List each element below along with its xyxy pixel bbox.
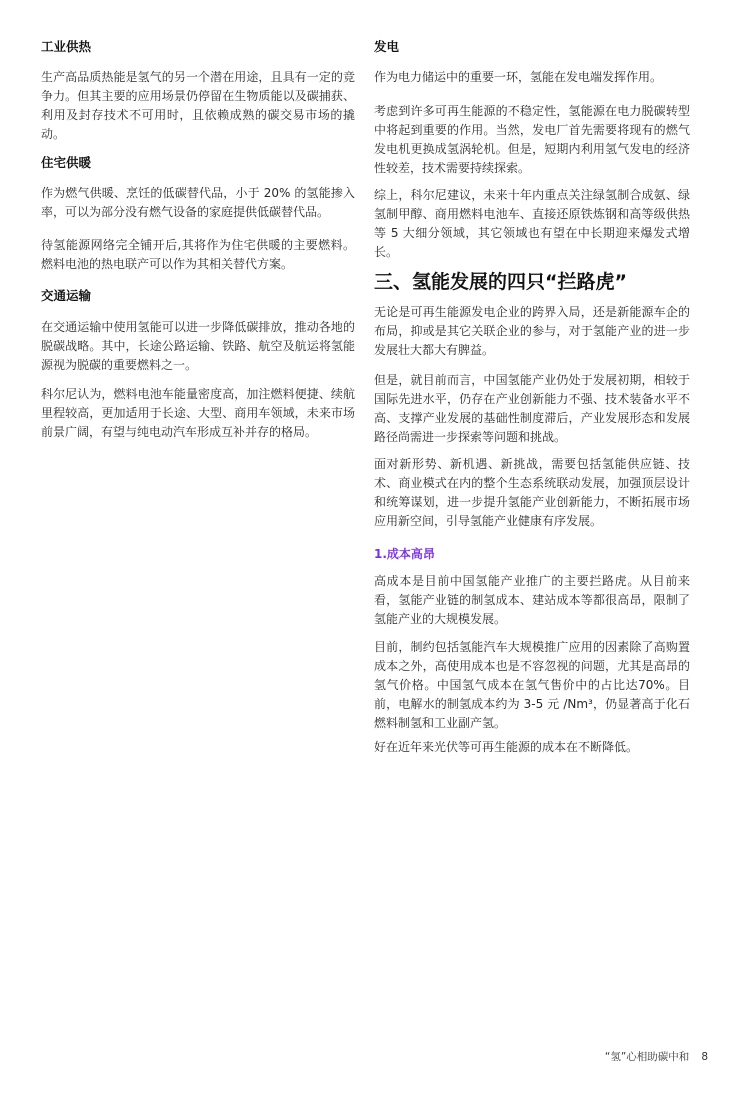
- subheading-high-cost: 1.成本高昂: [374, 547, 435, 561]
- paragraph: 考虑到许多可再生能源的不稳定性，氢能源在电力脱碳转型中将起到重要的作用。当然，发电厂首先需要将现有的燃气发电机更换成氢涡轮机。但是，短期内利用氢气发电的经济性较差，技术需要持续探索。: [374, 104, 690, 175]
- paragraph: 生产高品质热能是氢气的另一个潜在用途，且具有一定的竞争力。但其主要的应用场景仍停留在生物质能以及碳捕获、利用及封存技术不可用时，且依赖成熟的碳交易市场的撬动。: [41, 70, 355, 141]
- paragraph: 待氢能源网络完全铺开后,其将作为住宅供暖的主要燃料。燃料电池的热电联产可以作为其相关替代方案。: [41, 238, 355, 271]
- heading-transportation: 交通运输: [41, 288, 92, 303]
- footer-title: “氢”心相助碳中和: [604, 1051, 690, 1063]
- heading-power-generation: 发电: [374, 39, 400, 54]
- paragraph: 高成本是目前中国氢能产业推广的主要拦路虎。从目前来看，氢能产业链的制氢成本、建站成本等都很高昂，限制了氢能产业的大规模发展。: [374, 574, 690, 626]
- paragraph: 面对新形势、新机遇、新挑战，需要包括氢能供应链、技术、商业模式在内的整个生态系统联动发展，加强顶层设计和统筹谋划，进一步提升氢能产业创新能力，不断拓展市场应用新空间，引导氢能产业健康有序发展。: [374, 457, 690, 528]
- paragraph: 科尔尼认为，燃料电池车能量密度高，加注燃料便捷、续航里程较高，更加适用于长途、大型、商用车领域，未来市场前景广阔，有望与纯电动汽车形成互补并存的格局。: [41, 387, 355, 439]
- paragraph: 综上，科尔尼建议，未来十年内重点关注绿氢制合成氨、绿氢制甲醇、商用燃料电池车、直接还原铁炼钢和高等级供热等 5 大细分领域，其它领域也有望在中长期迎来爆发式增长。: [374, 188, 690, 259]
- section-title-four-obstacles: 三、氢能发展的四只“拦路虎”: [374, 271, 627, 293]
- paragraph: 在交通运输中使用氢能可以进一步降低碳排放，推动各地的脱碳战略。其中，长途公路运输、铁路、航空及航运将氢能源视为脱碳的重要燃料之一。: [41, 320, 355, 372]
- page-number: 8: [701, 1051, 708, 1063]
- paragraph: 目前，制约包括氢能汽车大规模推广应用的因素除了高购置成本之外，高使用成本也是不容忽视的问题，尤其是高昂的氢气价格。中国氢气成本在氢气售价中的占比达70%。目前，电解水的制氢成本约为 3-5 元 /Nm³，仍显著高于化石燃料制氢和工业副产氢。: [374, 640, 690, 730]
- paragraph: 好在近年来光伏等可再生能源的成本在不断降低。: [374, 740, 639, 754]
- paragraph: 无论是可再生能源发电企业的跨界入局，还是新能源车企的布局，抑或是其它关联企业的参与，对于氢能产业的进一步发展壮大都大有脾益。: [374, 305, 690, 357]
- heading-industrial-heat: 工业供热: [41, 39, 92, 54]
- paragraph: 作为电力储运中的重要一环，氢能在发电端发挥作用。: [374, 70, 663, 84]
- heading-residential-heating: 住宅供暖: [41, 155, 92, 170]
- paragraph: 作为燃气供暖、烹饪的低碳替代品，小于 20% 的氢能掺入率，可以为部分没有燃气设备的家庭提供低碳替代品。: [41, 186, 355, 219]
- paragraph: 但是，就目前而言，中国氢能产业仍处于发展初期，相较于国际先进水平，仍存在产业创新能力不强、技术装备水平不高、支撑产业发展的基础性制度滞后，产业发展形态和发展路径尚需进一步探索等问题和挑战。: [374, 373, 690, 444]
- page-footer: [605, 1049, 708, 1064]
